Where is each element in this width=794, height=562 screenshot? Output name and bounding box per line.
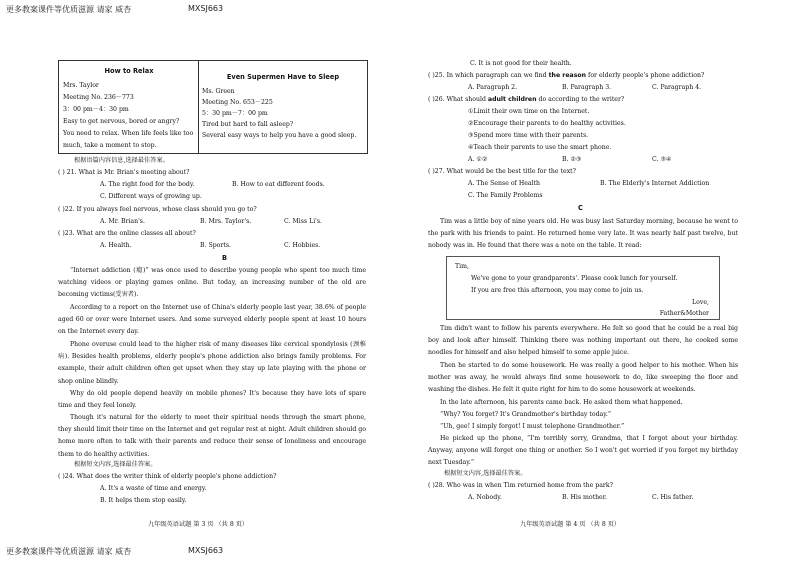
option-b: B. ②③ xyxy=(562,156,582,163)
question-number: ( )28. xyxy=(428,482,445,489)
option-b: B. His mother. xyxy=(562,494,607,501)
passage-paragraph: According to a report on the Internet use of China's elderly people last year, 38.6% of people aged 60 or over were Internet users. And some surveyed elderly people spent at least 10 hours on the Internet every day. xyxy=(58,304,366,336)
note-greeting: Tim, xyxy=(455,263,469,270)
relax-details xyxy=(63,80,195,152)
relax-title: How to Relax xyxy=(104,67,154,75)
top-watermark-text: 更多教案课件等优质滋源 请家 威杏 xyxy=(6,5,132,14)
relax-cell xyxy=(63,67,195,152)
instruction: 根据语篇内容信息,选择最佳答案。 xyxy=(74,157,169,164)
note-sign-love: Love, xyxy=(692,299,709,306)
note-sign-parents: Father&Mother xyxy=(659,310,709,317)
relax-line: Easy to get nervous, bored or angry? xyxy=(63,118,180,125)
story-paragraph: He picked up the phone, “I'm terribly sorry, Grandma, that I forgot about your birthday. Anyway, anyone will forget one thing or another. So I won't get worried if you forget my birthday next Tuesday.” xyxy=(428,435,738,467)
option-c: C. The Family Problems xyxy=(468,192,543,199)
question-number: ( )22. xyxy=(58,206,75,213)
sleep-details xyxy=(202,86,364,141)
question-keyword: adult children xyxy=(487,96,537,103)
sleep-meeting-no: Meeting No. 653－225 xyxy=(202,99,273,106)
question-text: for elderly people's phone addiction? xyxy=(588,72,705,79)
passage-paragraph: “Internet addiction (瘾)” was once used to describe young people who spent too much time watching videos or playing games online. But today, an increasing number of the old are becoming victims(受害者). xyxy=(58,267,366,299)
question-text: What is Mr. Brian's meeting about? xyxy=(78,169,190,176)
option-c: C. It is not good for their health. xyxy=(470,60,572,67)
option-c: C. ③④ xyxy=(652,156,672,163)
option-a: A. Paragraph 2. xyxy=(468,84,518,91)
page-footer-right: 九年级英语试题 第 4 页 （共 8 页） xyxy=(520,521,621,528)
question-number: ( )26. xyxy=(428,96,445,103)
question-24 xyxy=(58,473,276,481)
question-text: If you always feel nervous, whose class should you go to? xyxy=(76,206,257,213)
sleep-teacher: Ms. Green xyxy=(202,88,235,95)
story-dialogue: “Uh, gee! I simply forgot! I must telephone Grandmother.” xyxy=(440,423,625,430)
question-number: ( )23. xyxy=(58,230,75,237)
relax-teacher: Mrs. Taylor xyxy=(63,82,99,89)
option-a: A. The Sense of Health xyxy=(468,180,541,187)
option-b: B. The Elderly's Internet Addiction xyxy=(600,180,710,187)
story-paragraph: Tim didn't want to follow his parents everywhere. He felt so good that he could be a real big boy and look after himself. Thinking there was nothing important out there, he cooked some noodles for himself and also helped himself to some apple juice. xyxy=(428,325,738,357)
instruction: 根据短文内容,选择最佳答案。 xyxy=(74,461,157,468)
statement-option: ②Encourage their parents to do healthy activities. xyxy=(468,120,626,127)
option-a: A. It's a waste of time and energy. xyxy=(100,485,207,492)
option-b: B. It helps them stop easily. xyxy=(100,497,187,504)
story-paragraph: In the late afternoon, his parents came back. He asked them what happened. xyxy=(440,399,683,406)
page-footer-left: 九年级英语试题 第 3 页 （共 8 页） xyxy=(148,521,249,528)
question-text: What should xyxy=(446,96,486,103)
question-text: What does the writer think of elderly people's phone addiction? xyxy=(76,473,277,480)
option-b: B. How to eat different foods. xyxy=(232,181,325,188)
question-number: ( )27. xyxy=(428,168,445,175)
option-c: C. Different ways of growing up. xyxy=(100,193,202,200)
option-c: C. Hobbies. xyxy=(284,242,321,249)
question-25 xyxy=(428,72,704,80)
option-a: A. Nobody. xyxy=(468,494,502,501)
option-a: A. The right food for the body. xyxy=(100,181,195,188)
relax-time: 3：00 pm－4：30 pm xyxy=(63,106,129,113)
sleep-time: 5：30 pm－7：00 pm xyxy=(202,110,268,117)
question-22 xyxy=(58,206,257,214)
passage-paragraph: Phone overuse could lead to the higher risk of many diseases like cervical spondylosis (颈椎病). Besides health problems, elderly people's phone addiction also brings family problems. For example, their adult children often get upset when they stay up late playing with the phone or shop online blindly. xyxy=(58,341,366,385)
sleep-title: Even Supermen Have to Sleep xyxy=(226,73,340,81)
passage-paragraph: Why do old people depend heavily on mobile phones? It's because they have lots of spare time and they feel lonely. xyxy=(58,390,366,410)
question-21 xyxy=(58,169,189,177)
story-paragraph: Then he started to do some housework. He was really a good helper to his mother. When his mother was away, he would always find some housework to do, like sweeping the floor and washing the dishes. He felt it quite right for him to do some housework at weekends. xyxy=(428,362,738,394)
sleep-line: Several easy ways to help you have a good sleep. xyxy=(202,132,357,139)
question-text: What would be the best title for the text? xyxy=(446,168,576,175)
question-text: do according to the writer? xyxy=(538,96,625,103)
section-heading-b: B xyxy=(222,254,228,262)
option-c: C. Paragraph 4. xyxy=(652,84,702,91)
sleep-line: Tired but hard to fall asleep? xyxy=(202,121,294,128)
note-line: If you are free this afternoon, you may come to join us. xyxy=(471,287,644,294)
statement-option: ③Spend more time with their parents. xyxy=(468,132,589,139)
top-watermark-code: MXSJ663 xyxy=(188,4,224,13)
option-a: A. Health. xyxy=(100,242,132,249)
statement-option: ④Teach their parents to use the smart phone. xyxy=(468,144,612,151)
relax-line: much, take a moment to stop. xyxy=(63,142,157,149)
section-heading-c: C xyxy=(578,204,583,212)
sleep-cell xyxy=(202,73,364,141)
relax-line: You need to relax. When life feels like too xyxy=(63,130,194,137)
option-b: B. Paragraph 3. xyxy=(562,84,612,91)
option-a: A. ①② xyxy=(468,156,488,163)
question-number: ( ) 21. xyxy=(58,169,77,176)
question-text: In which paragraph can we find xyxy=(446,72,547,79)
question-23 xyxy=(58,230,196,238)
question-keyword: the reason xyxy=(548,72,587,79)
question-number: ( )24. xyxy=(58,473,75,480)
statement-option: ①Limit their own time on the Internet. xyxy=(468,108,590,115)
story-intro: Tim was a little boy of nine years old. He was busy last Saturday morning, because he went to the park with his friends to paint. He returned home very late. It was nearly half past twelve, but nobody was in. He found that there was a note on the table. It read: xyxy=(428,218,738,250)
relax-meeting-no: Meeting No. 236－773 xyxy=(63,94,134,101)
question-number: ( )25. xyxy=(428,72,445,79)
option-c: C. His father. xyxy=(652,494,694,501)
question-text: Who was in when Tim returned home from the park? xyxy=(446,482,613,489)
option-b: B. Sports. xyxy=(200,242,231,249)
bottom-watermark-code: MXSJ663 xyxy=(188,546,224,555)
note-box xyxy=(446,256,720,320)
question-text: What are the online classes all about? xyxy=(76,230,196,237)
question-28 xyxy=(428,482,613,490)
instruction: 根据短文内容,选择最佳答案。 xyxy=(444,470,527,477)
option-b: B. Mrs. Taylor's. xyxy=(200,218,252,225)
note-line: We've gone to your grandparents'. Please cook lunch for yourself. xyxy=(471,275,678,282)
option-a: A. Mr. Brian's. xyxy=(100,218,145,225)
question-26 xyxy=(428,96,624,104)
passage-paragraph: Though it's natural for the elderly to meet their spiritual needs through the smart phone, they should limit their time on the Internet and get regular rest at night. Adult children should go home more often to talk with their parents and reduce their sense of loneliness and encourage them to do healthy activities. xyxy=(58,414,366,458)
notice-table xyxy=(58,60,368,154)
question-27 xyxy=(428,168,576,176)
bottom-watermark-text: 更多教案课件等优质滋源 请家 威杏 xyxy=(6,547,132,556)
table-divider xyxy=(198,61,199,153)
story-dialogue: “Why? You forget? It's Grandmother's birthday today.” xyxy=(440,411,612,418)
option-c: C. Miss Li's. xyxy=(284,218,323,225)
